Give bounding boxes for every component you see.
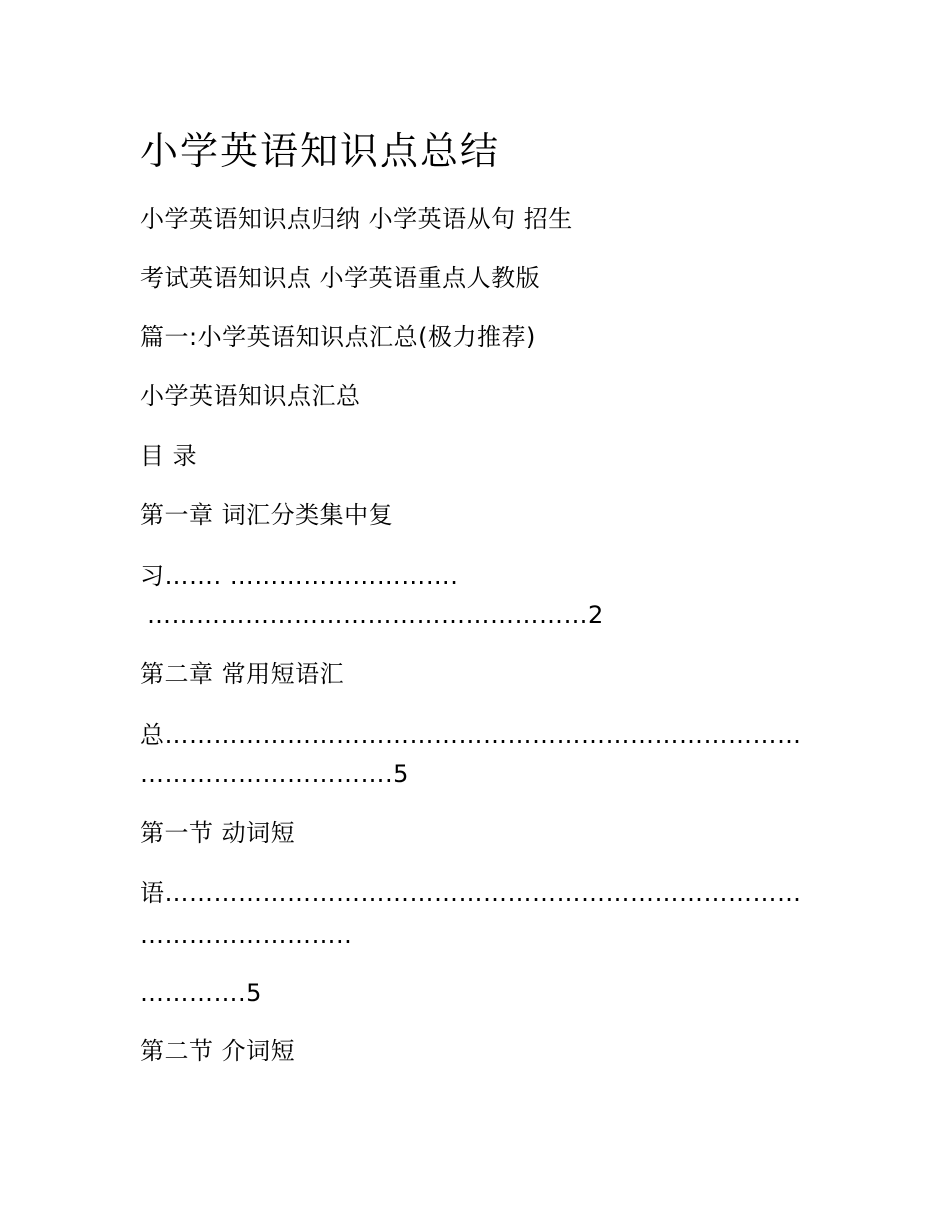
toc-entry-chapter-1: 第一章 词汇分类集中复 (140, 501, 394, 529)
text-line-2: 考试英语知识点 小学英语重点人教版 (140, 264, 541, 292)
document-title: 小学英语知识点总结 (140, 129, 501, 173)
toc-entry-chapter-2-cont: 总…………………………………………………………………… (140, 721, 802, 749)
toc-entry-chapter-1-page: ………………………………………………2 (147, 601, 604, 629)
toc-entry-section-1: 第一节 动词短 (140, 819, 296, 847)
toc-entry-chapter-2-page: ………………………….5 (140, 760, 409, 788)
toc-entry-section-1-cont-2: …………………….. (140, 921, 353, 949)
toc-entry-section-1-cont: 语…………………………………………………………………… (140, 879, 802, 907)
toc-entry-section-1-page: ………….5 (140, 979, 262, 1007)
toc-entry-section-2: 第二节 介词短 (140, 1037, 296, 1065)
toc-heading: 目 录 (140, 442, 198, 470)
toc-entry-chapter-2: 第二章 常用短语汇 (140, 660, 345, 688)
toc-entry-chapter-1-cont: 习……. ………………………. (140, 562, 459, 590)
text-line-3: 篇一:小学英语知识点汇总(极力推荐) (140, 323, 536, 351)
text-line-1: 小学英语知识点归纳 小学英语从句 招生 (140, 205, 573, 233)
text-line-4: 小学英语知识点汇总 (140, 382, 361, 410)
